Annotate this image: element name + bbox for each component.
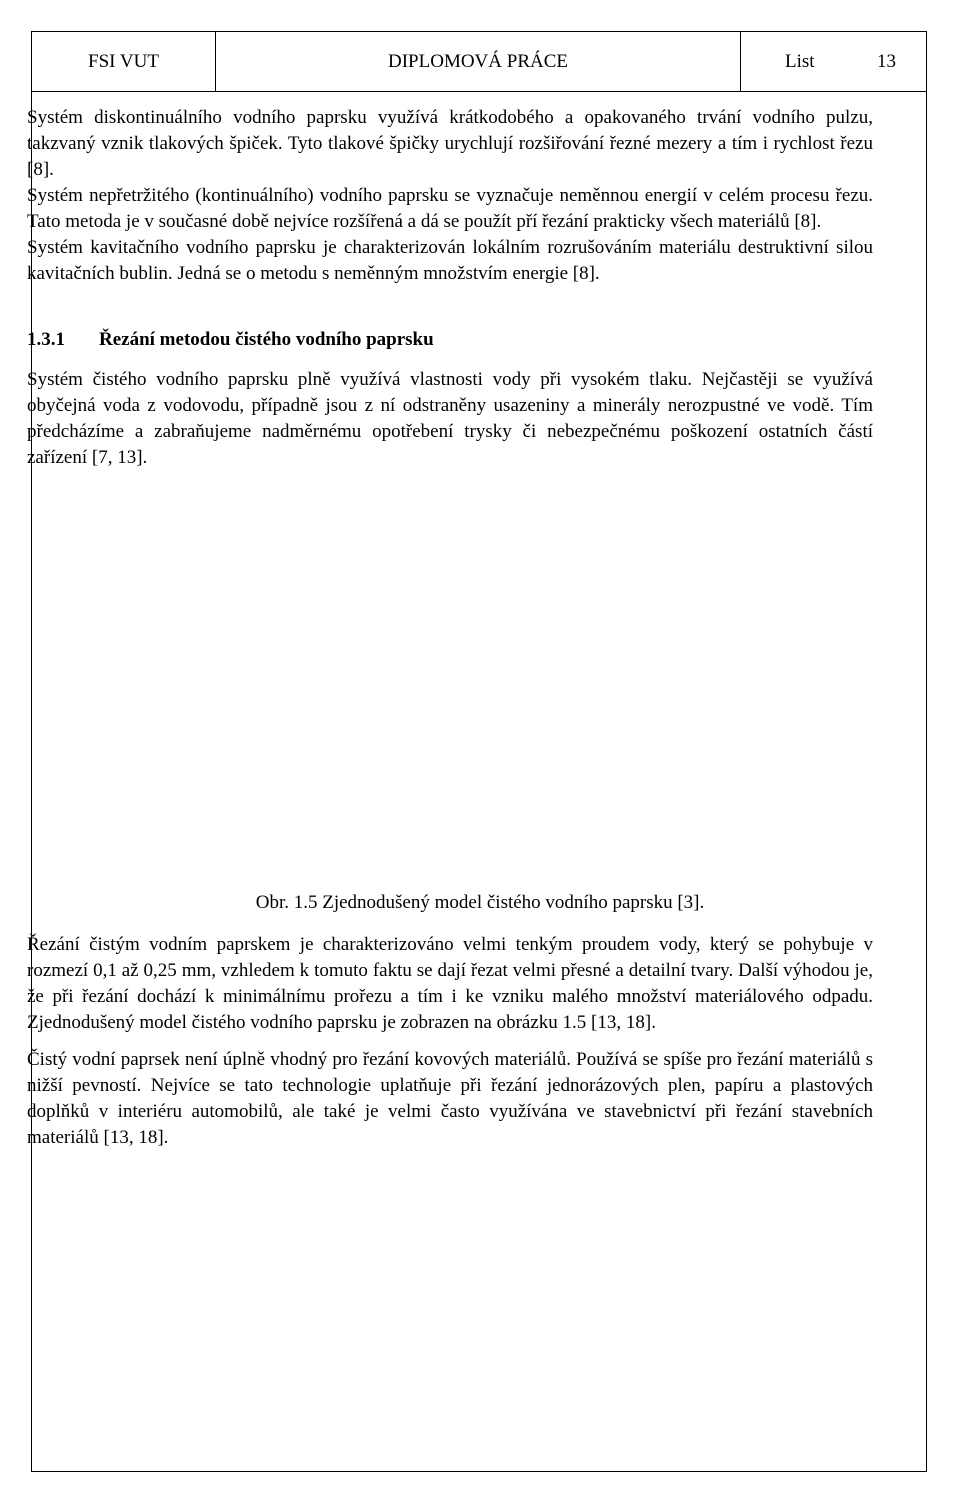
paragraph-cutting-description: Řezání čistým vodním paprskem je charakterizováno velmi tenkým proudem vody, který se pohybuje v rozmezí 0,1 až 0,25 mm, vzhledem k tomuto faktu se dají řezat velmi přesné a detailní tvary. Další výhodou je, že při řezání dochází k minimálnímu prořezu a tím i ke vzniku malého množství materiálového odpadu. Zjednodušený model čistého vodního paprsku je zobrazen na obrázku 1.5 [13, 18].	[27, 934, 873, 1033]
header-list-label: List	[785, 50, 815, 72]
paragraph-applications: Čistý vodní paprsek není úplně vhodný pro řezání kovových materiálů. Používá se spíše pro řezání materiálů s nižší pevností. Nejvíce se tato technologie uplatňuje při řezání jednorázových plen, papíru a plastových doplňků v interiéru automobilů, ale také je velmi často využívána ve stavebnictví při řezání stavebních materiálů [13, 18].	[27, 1049, 873, 1148]
page-content	[27, 105, 873, 1151]
header-school: FSI VUT	[32, 32, 216, 91]
header-doc-type: DIPLOMOVÁ PRÁCE	[216, 32, 741, 91]
section-title: Řezání metodou čistého vodního paprsku	[99, 329, 434, 350]
header-page-info	[741, 32, 926, 91]
page-header	[32, 32, 926, 92]
paragraph-discontinuous: Systém diskontinuálního vodního paprsku využívá krátkodobého a opakovaného trvání vodního pulzu, takzvaný vznik tlakových špiček. Tyto tlakové špičky urychlují rozšiřování řezné mezery a tím i rychlost řezu [8].	[27, 107, 873, 180]
header-page-number: 13	[877, 50, 896, 72]
paragraph-cavitation: Systém kavitačního vodního paprsku je charakterizován lokálním rozrušováním materiálu destruktivní silou kavitačních bublin. Jedná se o metodu s neměnným množstvím energie [8].	[27, 237, 873, 284]
paragraph-pure-waterjet: Systém čistého vodního paprsku plně využívá vlastnosti vody při vysokém tlaku. Nejčastěji se využívá obyčejná voda z vodovodu, případně jsou z ní odstraněny usazeniny a minerály nerozpustné ve vodě. Tím předcházíme a zabraňujeme nadměrnému opotřebení trysky či nebezpečnému poškození ostatních částí zařízení [7, 13].	[27, 369, 873, 468]
figure-1-5	[27, 471, 873, 890]
figure-caption: Obr. 1.5 Zjednodušený model čistého vodního paprsku [3].	[255, 892, 705, 913]
section-number: 1.3.1	[27, 329, 65, 350]
paragraph-continuous: Systém nepřetržitého (kontinuálního) vodního paprsku se vyznačuje neměnnou energií v celém procesu řezu. Tato metoda je v současné době nejvíce rozšířená a dá se použít pří řezání prakticky všech materiálů [8].	[27, 185, 873, 232]
section-heading	[27, 327, 873, 353]
